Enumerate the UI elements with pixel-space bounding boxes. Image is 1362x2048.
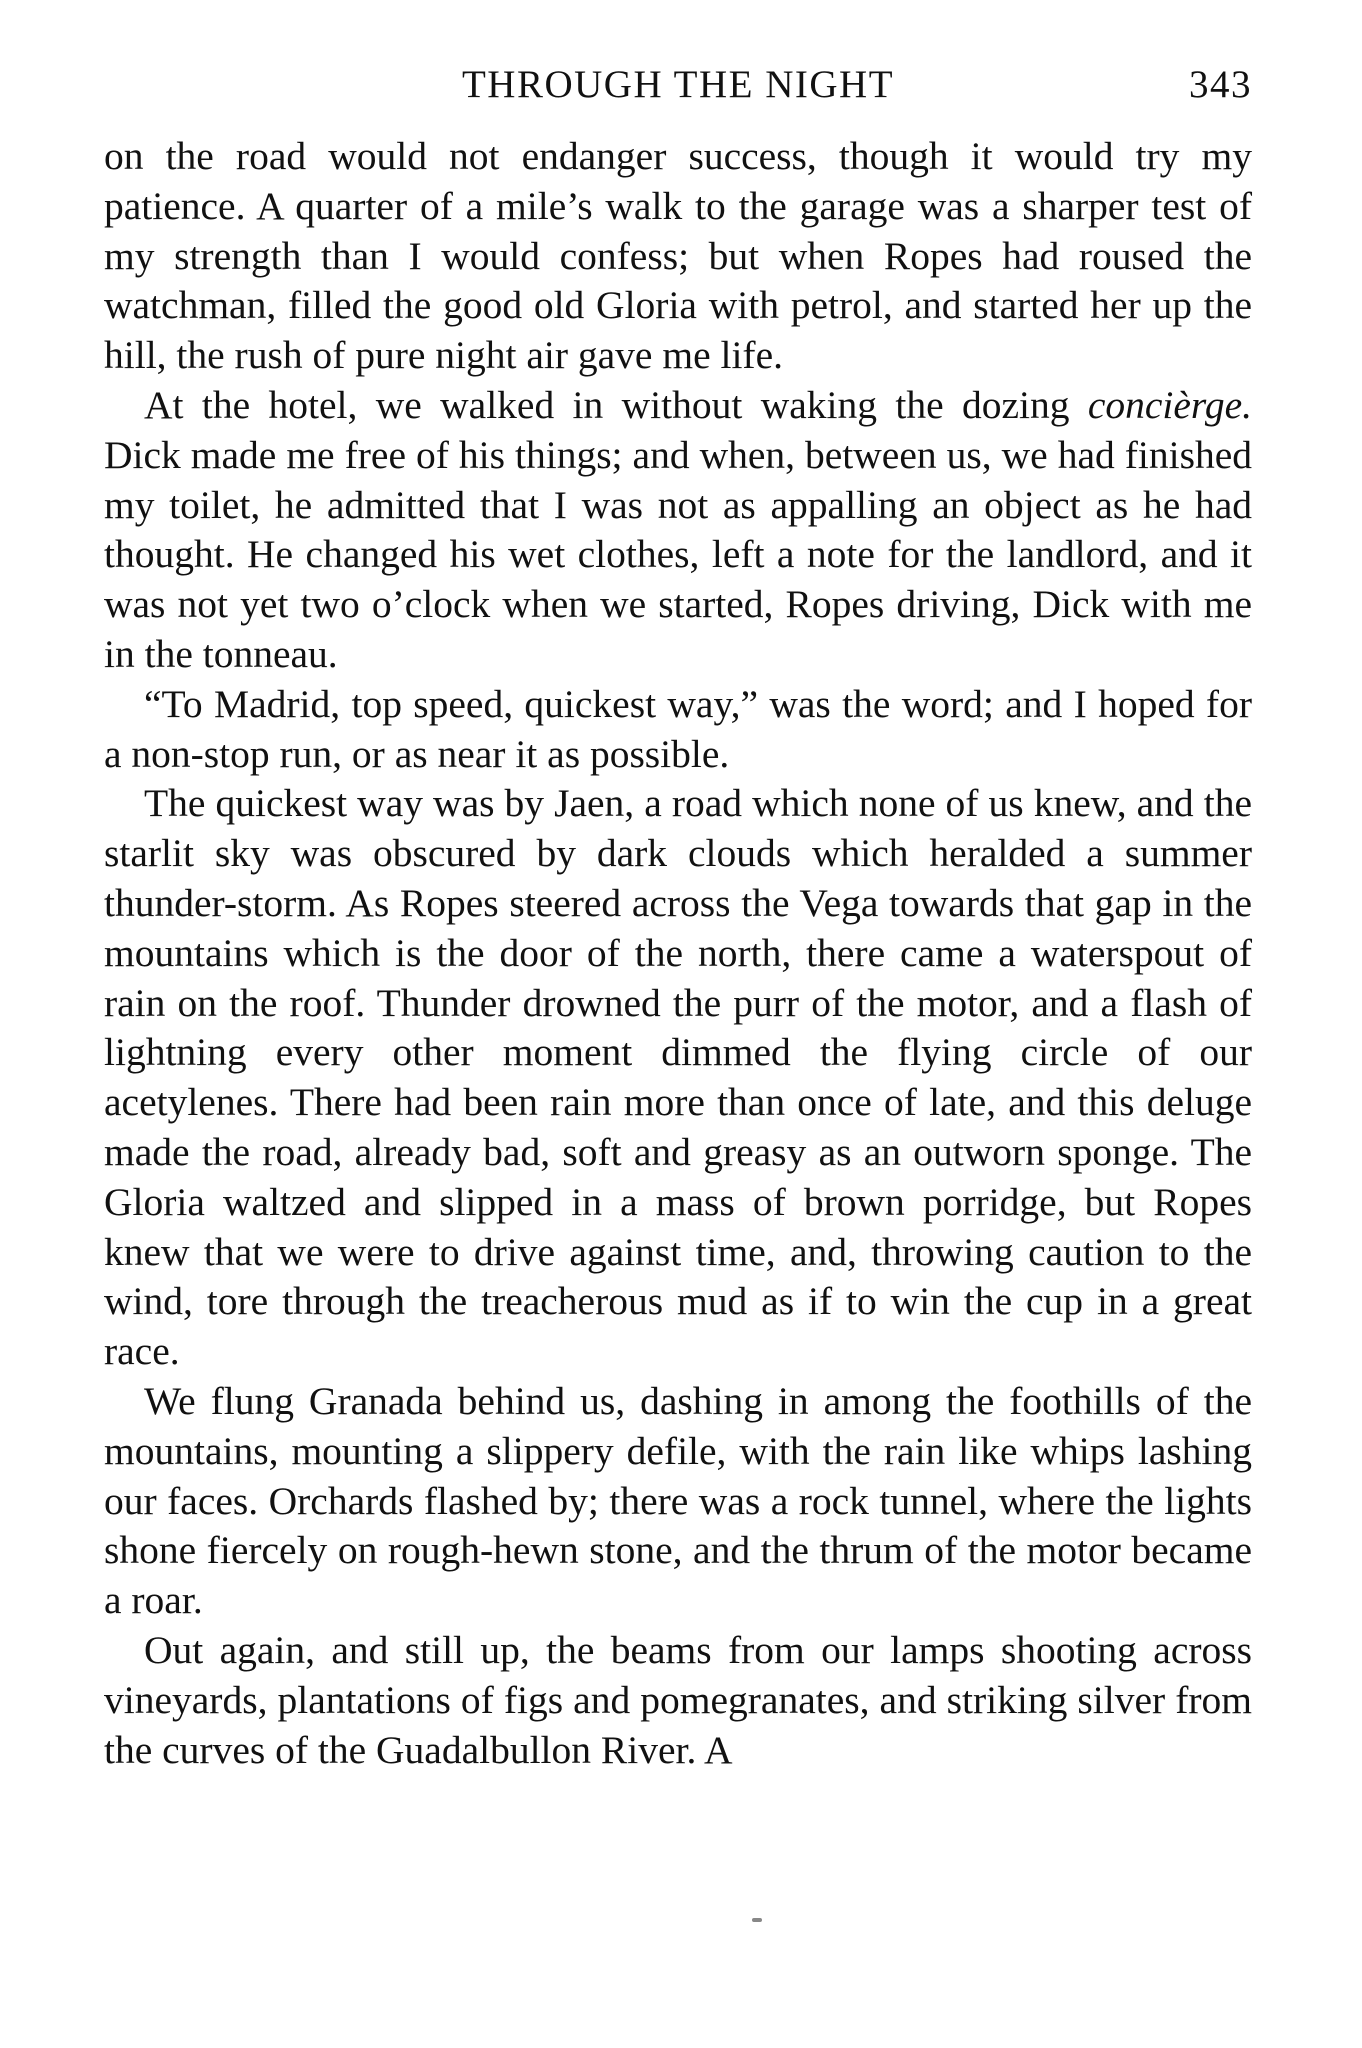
paragraph (104, 381, 1252, 680)
paragraph (104, 1377, 1252, 1626)
paragraph (104, 779, 1252, 1377)
text-segment: on the road would not endanger success, though it would try my patience. A quarter of a mile’s walk to the garage was a sharper test of my strength than I would confess; but when Ropes had roused the watchman, filled the good old Gloria with petrol, and started her up the hill, the rush of pure night air gave me life. (104, 134, 1252, 378)
text-segment: At the hotel, we walked in without waking the dozing (144, 382, 1088, 427)
text-segment: “To Madrid, top speed, quickest way,” was the word; and I hoped for a non-stop run, or as near it as possible. (104, 681, 1252, 776)
page-number: 343 (1189, 63, 1252, 106)
paragraph (104, 132, 1252, 381)
text-segment: Out again, and still up, the beams from our lamps shooting across vineyards, plantations of figs and pomegranates, and striking silver from the curves of the Guadalbullon River. A (104, 1627, 1252, 1772)
speck-mark (752, 1918, 762, 1922)
body-text (104, 132, 1252, 1775)
text-segment: The quickest way was by Jaen, a road which none of us knew, and the starlit sky was obscured by dark clouds which heralded a summer thunder-storm. As Ropes steered across the Vega towards that gap in the mountains which is the door of the north, there came a waterspout of rain on the roof. Thunder drowned the purr of the motor, and a flash of lightning every other moment dimmed the flying circle of our acetylenes. There had been rain more than once of late, and this deluge made the road, already bad, soft and greasy as an outworn sponge. The Gloria waltzed and slipped in a mass of brown porridge, but Ropes knew that we were to drive against time, and, throwing caution to the wind, tore through the treacherous mud as if to win the cup in a great race. (104, 781, 1252, 1374)
running-title: THROUGH THE NIGHT (461, 63, 895, 106)
book-page (104, 54, 1252, 1775)
paragraph (104, 1626, 1252, 1775)
paragraph (104, 680, 1252, 780)
text-segment: Dick made me free of his things; and when, between us, we had finished my toilet, he admitted that I was not as appalling an object as he had thought. He changed his wet clothes, left a note for the landlord, and it was not yet two o’clock when we started, Ropes driving, Dick with me in the tonneau. (104, 432, 1252, 676)
running-head (104, 54, 1252, 114)
italic-text: concièrge. (1087, 382, 1252, 427)
text-segment: We flung Granada behind us, dashing in among the foothills of the mountains, mounting a slippery defile, with the rain like whips lashing our faces. Orchards flashed by; there was a rock tunnel, where the lights shone fiercely on rough-hewn stone, and the thrum of the motor became a roar. (104, 1378, 1252, 1623)
